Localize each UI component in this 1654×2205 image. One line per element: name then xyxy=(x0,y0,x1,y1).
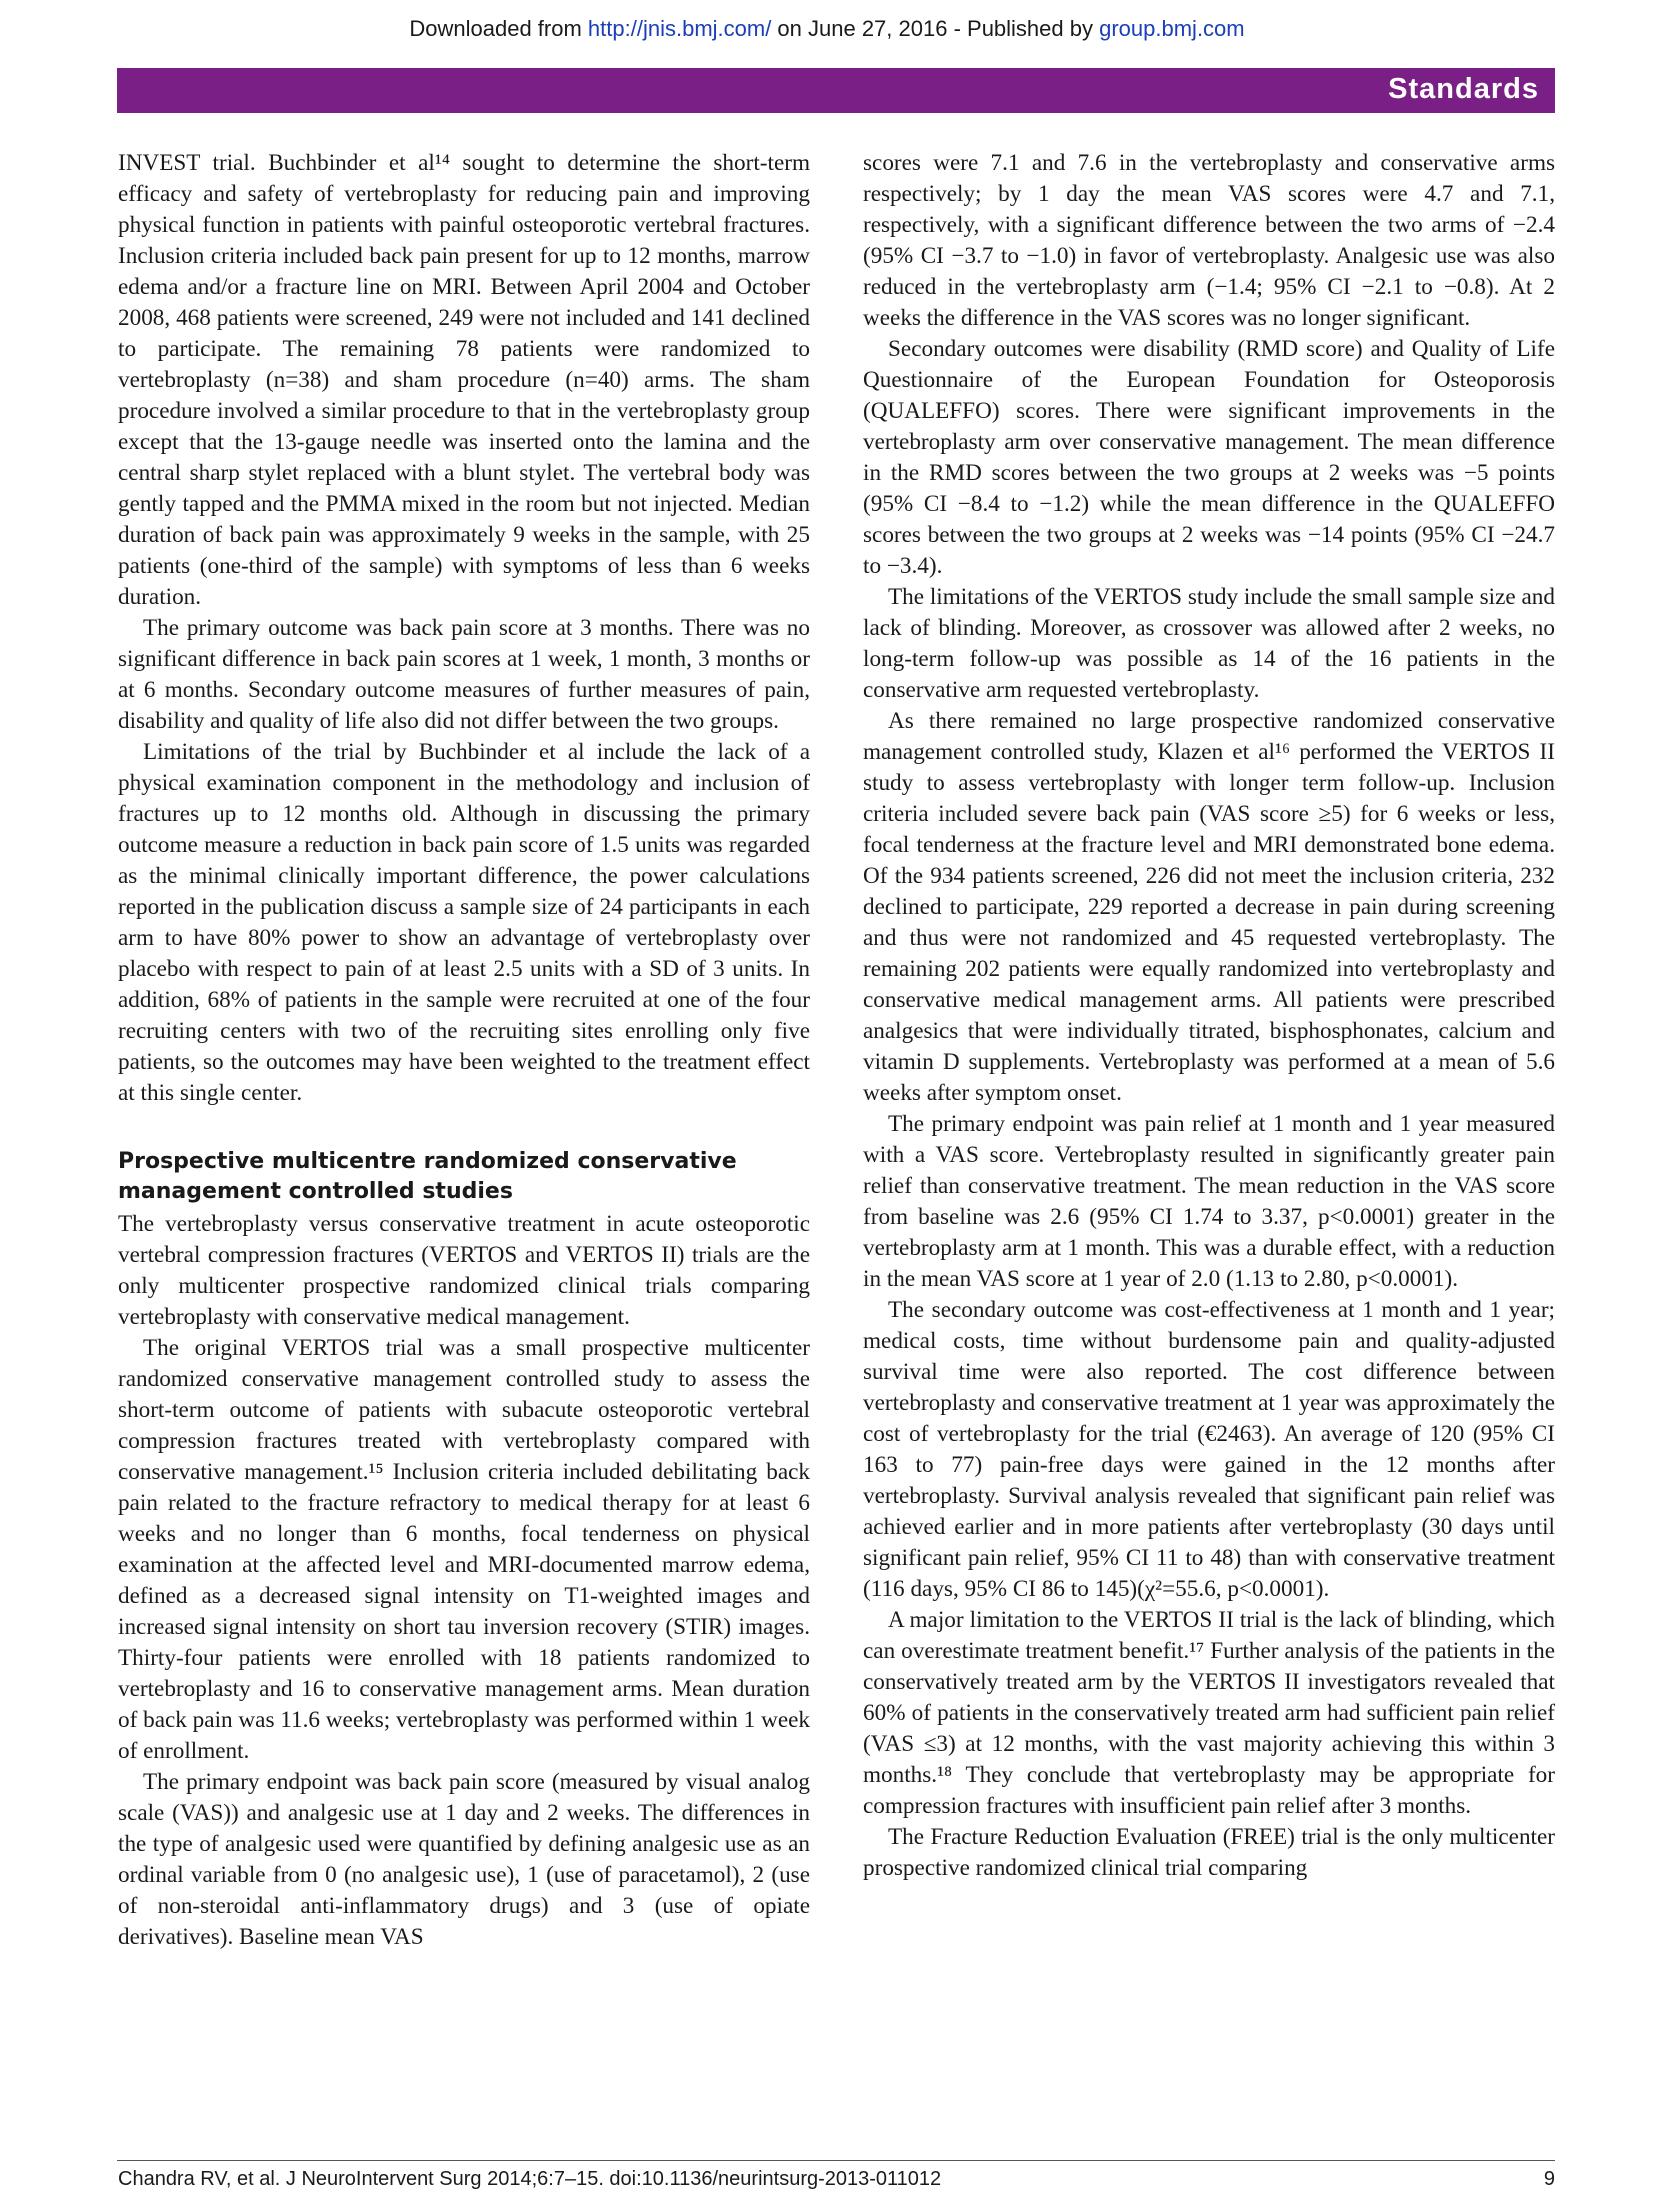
section-banner xyxy=(117,68,1555,113)
paragraph: The primary endpoint was back pain score (measured by visual analog scale (VAS)) and analgesic use at 1 day and 2 weeks. The differences in the type of analgesic used were quantified by defining analgesic use as an ordinal variable from 0 (no analgesic use), 1 (use of paracetamol), 2 (use of non-steroidal anti-inflammatory drugs) and 3 (use of opiate derivatives). Baseline mean VAS xyxy=(118,1769,810,1950)
paragraph: The primary outcome was back pain score at 3 months. There was no significant difference in back pain scores at 1 week, 1 month, 3 months or at 6 months. Secondary outcome measures of further measures of pain, disability and quality of life also did not differ between the two groups. xyxy=(118,615,810,734)
left-column xyxy=(118,148,810,1953)
section-label: Standards xyxy=(1388,73,1539,105)
footer-citation: Chandra RV, et al. J NeuroIntervent Surg 2014;6:7–15. doi:10.1136/neurintsurg-2013-011012 xyxy=(118,2168,942,2190)
paragraph: The Fracture Reduction Evaluation (FREE) trial is the only multicenter prospective randomized clinical trial comparing xyxy=(863,1824,1555,1881)
page-number: 9 xyxy=(1543,2168,1555,2190)
paragraph: scores were 7.1 and 7.6 in the vertebroplasty and conservative arms respectively; by 1 day the mean VAS scores were 4.7 and 7.1, respectively, with a significant difference between the two arms of −2.4 (95% CI −3.7 to −1.0) in favor of vertebroplasty. Analgesic use was also reduced in the vertebroplasty arm (−1.4; 95% CI −2.1 to −0.8). At 2 weeks the difference in the VAS scores was no longer significant. xyxy=(863,150,1555,331)
download-notice xyxy=(0,16,1654,42)
right-column xyxy=(863,148,1555,1884)
paragraph: The limitations of the VERTOS study include the small sample size and lack of blinding. Moreover, as crossover was allowed after 2 weeks, no long-term follow-up was possible as 14 of the 16 patients in the conservative arm requested vertebroplasty. xyxy=(863,584,1555,703)
paragraph: As there remained no large prospective randomized conservative management controlled study, Klazen et al¹⁶ performed the VERTOS II study to assess vertebroplasty with longer term follow-up. Inclusion criteria included severe back pain (VAS score ≥5) for 6 weeks or less, focal tenderness at the fracture level and MRI demonstrated bone edema. Of the 934 patients screened, 226 did not meet the inclusion criteria, 232 declined to participate, 229 reported a decrease in pain during screening and thus were not randomized and 45 requested vertebroplasty. The remaining 202 patients were equally randomized into vertebroplasty and conservative medical management arms. All patients were prescribed analgesics that were individually titrated, bisphosphonates, calcium and vitamin D supplements. Vertebroplasty was performed at a mean of 5.6 weeks after symptom onset. xyxy=(863,708,1555,1106)
paragraph: Limitations of the trial by Buchbinder et al include the lack of a physical examination component in the methodology and inclusion of fractures up to 12 months old. Although in discussing the primary outcome measure a reduction in back pain score of 1.5 units was regarded as the minimal clinically important difference, the power calculations reported in the publication discuss a sample size of 24 participants in each arm to have 80% power to show an advantage of vertebroplasty over placebo with respect to pain of at least 2.5 units with a SD of 3 units. In addition, 68% of patients in the sample were recruited at one of the four recruiting centers with two of the recruiting sites enrolling only five patients, so the outcomes may have been weighted to the treatment effect at this single center. xyxy=(118,739,810,1106)
section-heading: Prospective multicentre randomized conservative management controlled studies xyxy=(118,1149,737,1204)
paragraph: A major limitation to the VERTOS II trial is the lack of blinding, which can overestimate treatment benefit.¹⁷ Further analysis of the patients in the conservatively treated arm by the VERTOS II investigators revealed that 60% of patients in the conservatively treated arm had sufficient pain relief (VAS ≤3) at 12 months, with the vast majority achieving this within 3 months.¹⁸ They conclude that vertebroplasty may be appropriate for compression fractures with insufficient pain relief after 3 months. xyxy=(863,1607,1555,1819)
paragraph: The primary endpoint was pain relief at 1 month and 1 year measured with a VAS score. Vertebroplasty resulted in significantly greater pain relief than conservative treatment. The mean reduction in the VAS score from baseline was 2.6 (95% CI 1.74 to 3.37, p<0.0001) greater in the vertebroplasty arm at 1 month. This was a durable effect, with a reduction in the mean VAS score at 1 year of 2.0 (1.13 to 2.80, p<0.0001). xyxy=(863,1111,1555,1292)
footer-divider xyxy=(117,2160,1555,2161)
paragraph: Secondary outcomes were disability (RMD score) and Quality of Life Questionnaire of the European Foundation for Osteoporosis (QUALEFFO) scores. There were significant improvements in the vertebroplasty arm over conservative management. The mean difference in the RMD scores between the two groups at 2 weeks was −5 points (95% CI −8.4 to −1.2) while the mean difference in the QUALEFFO scores between the two groups at 2 weeks was −14 points (95% CI −24.7 to −3.4). xyxy=(863,336,1555,579)
paragraph: The vertebroplasty versus conservative treatment in acute osteoporotic vertebral compression fractures (VERTOS and VERTOS II) trials are the only multicenter prospective randomized clinical trials comparing vertebroplasty with conservative medical management. xyxy=(118,1211,810,1330)
paragraph: INVEST trial. Buchbinder et al¹⁴ sought to determine the short-term efficacy and safety of vertebroplasty for reducing pain and improving physical function in patients with painful osteoporotic vertebral fractures. Inclusion criteria included back pain present for up to 12 months, marrow edema and/or a fracture line on MRI. Between April 2004 and October 2008, 468 patients were screened, 249 were not included and 141 declined to participate. The remaining 78 patients were randomized to vertebroplasty (n=38) and sham procedure (n=40) arms. The sham procedure involved a similar procedure to that in the vertebroplasty group except that the 13-gauge needle was inserted onto the lamina and the central sharp stylet replaced with a blunt stylet. The vertebral body was gently tapped and the PMMA mixed in the room but not injected. Median duration of back pain was approximately 9 weeks in the sample, with 25 patients (one-third of the sample) with symptoms of less than 6 weeks duration. xyxy=(118,150,810,610)
publisher-link[interactable]: group.bmj.com xyxy=(1099,16,1245,41)
paragraph: The original VERTOS trial was a small prospective multicenter randomized conservative management controlled study to assess the short-term outcome of patients with subacute osteoporotic vertebral compression fractures treated with vertebroplasty compared with conservative management.¹⁵ Inclusion criteria included debilitating back pain related to the fracture refractory to medical therapy for at least 6 weeks and no longer than 6 months, focal tenderness on physical examination at the affected level and MRI-documented marrow edema, defined as a decreased signal intensity on T1-weighted images and increased signal intensity on short tau inversion recovery (STIR) images. Thirty-four patients were enrolled with 18 patients randomized to vertebroplasty and 16 to conservative management arms. Mean duration of back pain was 11.6 weeks; vertebroplasty was performed within 1 week of enrollment. xyxy=(118,1335,810,1764)
paragraph: The secondary outcome was cost-effectiveness at 1 month and 1 year; medical costs, time without burdensome pain and quality-adjusted survival time were also reported. The cost difference between vertebroplasty and conservative treatment at 1 year was approximately the cost of vertebroplasty for the trial (€2463). An average of 120 (95% CI 163 to 77) pain-free days were gained in the 12 months after vertebroplasty. Survival analysis revealed that significant pain relief was achieved earlier and in more patients after vertebroplasty (30 days until significant pain relief, 95% CI 11 to 48) than with conservative treatment (116 days, 95% CI 86 to 145)(χ²=55.6, p<0.0001). xyxy=(863,1297,1555,1602)
download-prefix: Downloaded from xyxy=(409,16,588,41)
journal-link[interactable]: http://jnis.bmj.com/ xyxy=(587,16,772,41)
download-middle: on June 27, 2016 - Published by xyxy=(771,16,1100,41)
